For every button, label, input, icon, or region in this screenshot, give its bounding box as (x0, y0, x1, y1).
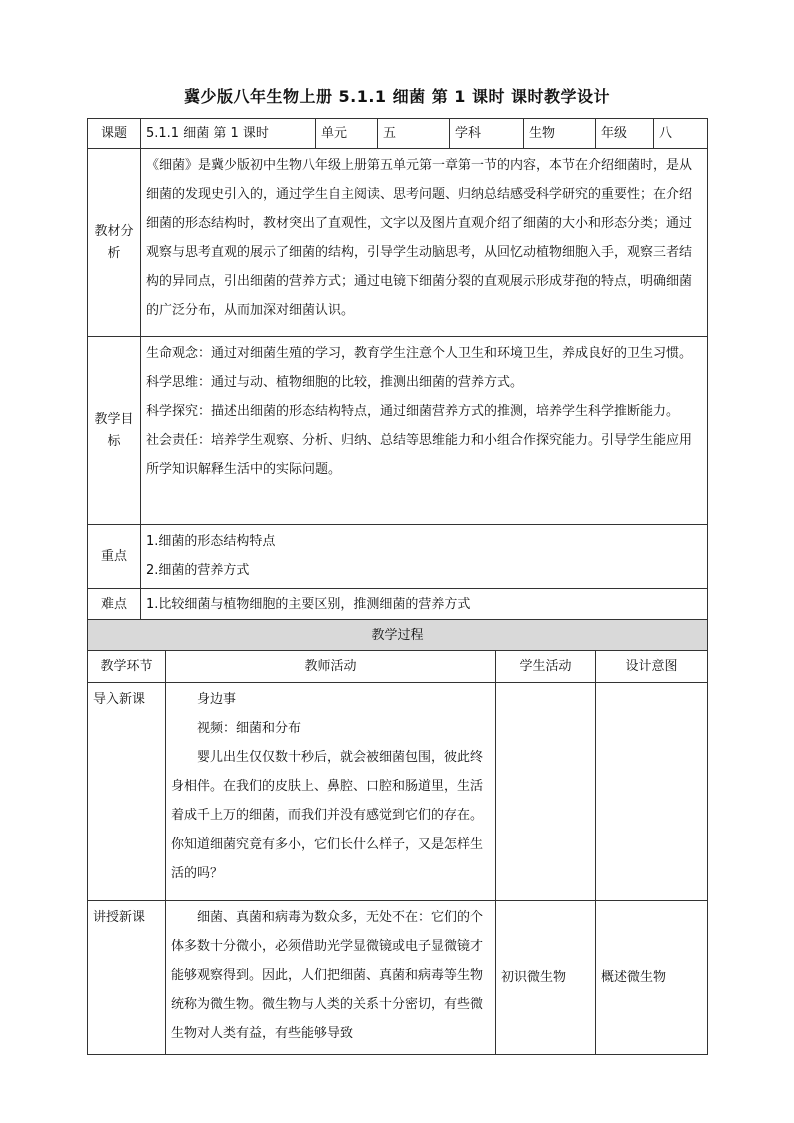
analysis-label: 教材分析 (88, 149, 141, 337)
teacher-activity-line: 视频：细菌和分布 (197, 721, 302, 736)
key-points-label: 重点 (88, 525, 141, 589)
topic-label: 课题 (88, 119, 141, 149)
process-row-intro (88, 683, 708, 901)
process-header: 教学过程 (88, 620, 708, 651)
intent-cell: 概述微生物 (596, 901, 708, 1055)
key-points-text (141, 525, 708, 589)
grade-label: 年级 (596, 119, 654, 149)
teacher-activity-cell (166, 683, 496, 901)
stage-cell (88, 683, 166, 901)
topic-value: 5.1.1 细菌 第 1 课时 (141, 119, 316, 149)
process-row-teach (88, 901, 708, 1055)
goals-text (141, 337, 708, 525)
student-activity-cell (496, 683, 596, 901)
analysis-row (88, 149, 708, 337)
teacher-activity-line: 身边事 (197, 692, 237, 707)
info-row (88, 119, 708, 149)
key-point-item: 2.细菌的营养方式 (146, 563, 250, 578)
subject-label: 学科 (450, 119, 524, 149)
difficulty-text: 1.比较细菌与植物细胞的主要区别，推测细菌的营养方式 (141, 589, 708, 620)
goals-label: 教学目标 (88, 337, 141, 525)
analysis-paragraph: 《细菌》是冀少版初中生物八年级上册第五单元第一章第一节的内容，本节在介绍细菌时，是从细菌的发现史引入的，通过学生自主阅读、思考问题、归纳总结感受科学研究的重要性；在介绍细菌的形态结构时，教材突出了直观性，文字以及图片直观介绍了细菌的大小和形态分类；通过观察与思考直观的展示了细菌的结构，引导学生动脑思考，从回忆动植物细胞入手，观察三者结构的异同点，引出细菌的营养方式；通过电镜下细菌分裂的直观展示形成芽孢的特点，明确细菌的广泛分布，从而加深对细菌认识。 (146, 158, 693, 318)
student-activity-cell: 初识微生物 (496, 901, 596, 1055)
column-teacher: 教师活动 (166, 651, 496, 683)
difficulty-label: 难点 (88, 589, 141, 620)
key-points-row (88, 525, 708, 589)
column-student: 学生活动 (496, 651, 596, 683)
key-point-item: 1.细菌的形态结构特点 (146, 534, 276, 549)
analysis-text (141, 149, 708, 337)
teacher-activity-cell (166, 901, 496, 1055)
stage-cell (88, 901, 166, 1055)
teacher-activity-line: 细菌、真菌和病毒为数众多，无处不在：它们的个体多数十分微小，必须借助光学显微镜或电子显微镜才能够观察得到。因此，人们把细菌、真菌和病毒等生物统称为微生物。微生物与人类的关系十分密切，有些微生物对人类有益，有些能够导致 (171, 910, 484, 1041)
grade-value: 八 (654, 119, 708, 149)
document-title: 冀少版八年生物上册 5.1.1 细菌 第 1 课时 课时教学设计 (183, 87, 611, 106)
goal-item: 科学探究：描述出细菌的形态结构特点，通过细菌营养方式的推测，培养学生科学推断能力。 (146, 404, 680, 419)
teacher-activity-line: 婴儿出生仅仅数十秒后，就会被细菌包围，彼此终身相伴。在我们的皮肤上、鼻腔、口腔和肠道里，生活着成千上万的细菌，而我们并没有感觉到它们的存在。你知道细菌究竟有多小，它们长什么样子，又是怎样生活的吗？ (171, 750, 484, 881)
column-stage: 教学环节 (88, 651, 166, 683)
column-intent: 设计意图 (596, 651, 708, 683)
subject-value: 生物 (524, 119, 596, 149)
stage-label: 讲授新课 (93, 910, 146, 925)
unit-label: 单元 (316, 119, 378, 149)
goal-item: 社会责任：培养学生观察、分析、归纳、总结等思维能力和小组合作探究能力。引导学生能应用所学知识解释生活中的实际问题。 (146, 433, 693, 477)
process-header-row (88, 620, 708, 651)
process-columns-row (88, 651, 708, 683)
unit-value: 五 (378, 119, 450, 149)
goals-row (88, 337, 708, 525)
difficulty-row (88, 589, 708, 620)
lesson-plan-table (87, 118, 708, 1055)
stage-label: 导入新课 (93, 692, 146, 707)
intent-cell (596, 683, 708, 901)
goal-item: 科学思维：通过与动、植物细胞的比较，推测出细菌的营养方式。 (146, 375, 524, 390)
goal-item: 生命观念：通过对细菌生殖的学习，教育学生注意个人卫生和环境卫生，养成良好的卫生习惯。 (146, 346, 693, 361)
